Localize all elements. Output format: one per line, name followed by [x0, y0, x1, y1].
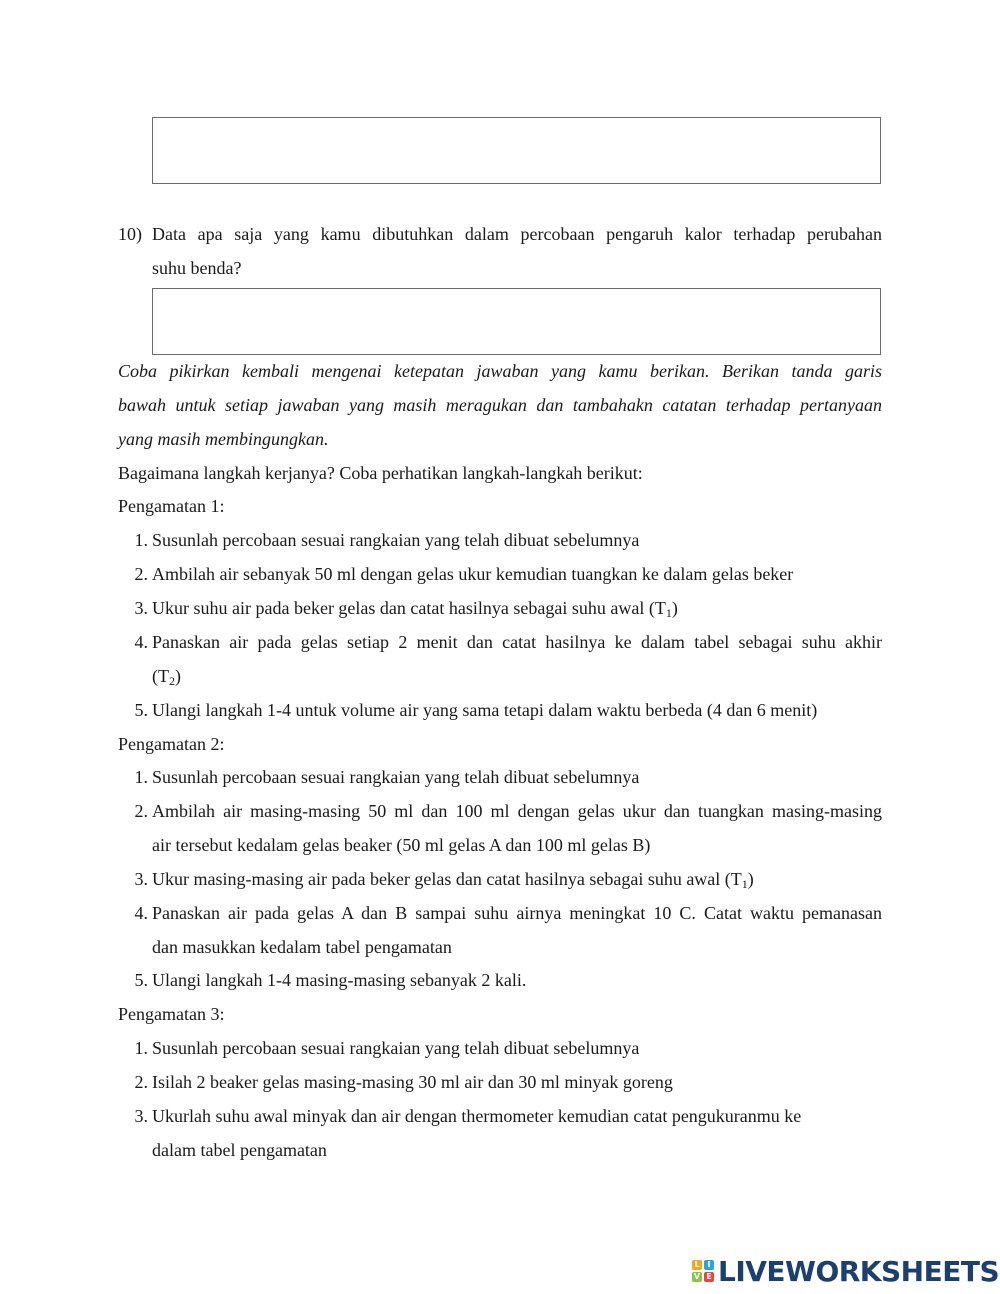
logo-mark-tile: V	[693, 1272, 701, 1281]
obs3-step1: Susunlah percobaan sesuai rangkaian yang telah dibuat sebelumnya	[152, 1038, 640, 1058]
obs2-step5: Ulangi langkah 1-4 masing-masing sebanyak 2 kali.	[152, 970, 527, 990]
step-number: 3.	[134, 598, 148, 618]
step-number: 5.	[134, 970, 148, 990]
intro-text: Bagaimana langkah kerjanya? Coba perhatikan langkah-langkah berikut:	[118, 463, 643, 483]
obs1-step1: Susunlah percobaan sesuai rangkaian yang telah dibuat sebelumnya	[152, 530, 640, 550]
reflection-line1: Coba pikirkan kembali mengenai ketepatan jawaban yang kamu berikan. Berikan tanda garis	[118, 361, 882, 381]
step-number: 2.	[134, 801, 148, 821]
step-number: 2.	[134, 1072, 148, 1092]
obs2-step2-line1: Ambilah air masing-masing 50 ml dan 100 ml dengan gelas ukur dan tuangkan masing-masing	[152, 801, 882, 821]
logo-text: LIVEWORKSHEETS	[718, 1254, 1000, 1288]
obs1-step3: Ukur suhu air pada beker gelas dan catat hasilnya sebagai suhu awal $(T_1)$	[152, 598, 678, 620]
step-number: 4.	[134, 632, 148, 652]
liveworksheets-logo	[692, 1254, 999, 1288]
obs3-step3-line2: dalam tabel pengamatan	[152, 1140, 327, 1160]
obs2-step1: Susunlah percobaan sesuai rangkaian yang telah dibuat sebelumnya	[152, 767, 640, 787]
reflection-line2: bawah untuk setiap jawaban yang masih meragukan dan tambahakn catatan terhadap pertanyaan	[118, 395, 882, 415]
obs2-step3: Ukur masing-masing air pada beker gelas dan catat hasilnya sebagai suhu awal $(T_1)$	[152, 869, 754, 891]
obs3-title: Pengamatan 3:	[118, 1004, 225, 1024]
question-number: 10)	[118, 224, 142, 244]
obs3-step2: Isilah 2 beaker gelas masing-masing 30 ml air dan 30 ml minyak goreng	[152, 1072, 673, 1092]
obs1-step4-line1: Panaskan air pada gelas setiap 2 menit dan catat hasilnya ke dalam tabel sebagai suhu akhir	[152, 632, 882, 652]
obs1-step5: Ulangi langkah 1-4 untuk volume air yang sama tetapi dalam waktu berbeda (4 dan 6 menit)	[152, 700, 818, 720]
question-text-line2: suhu benda?	[152, 258, 242, 278]
step-number: 5.	[134, 700, 148, 720]
answer-box-q10[interactable]	[152, 288, 881, 355]
obs1-step4-line2: $(T_2)$	[152, 666, 181, 688]
answer-box-q9[interactable]	[152, 117, 881, 184]
obs3-step3-line1: Ukurlah suhu awal minyak dan air dengan thermometer kemudian catat pengukuranmu ke	[152, 1106, 802, 1126]
reflection-line3: yang masih membingungkan.	[118, 429, 329, 449]
obs1-step2: Ambilah air sebanyak 50 ml dengan gelas ukur kemudian tuangkan ke dalam gelas beker	[152, 564, 794, 584]
obs2-step4-line1: Panaskan air pada gelas A dan B sampai suhu airnya meningkat 10 C. Catat waktu pemanasan	[152, 903, 882, 923]
step-number: 1.	[134, 530, 148, 550]
logo-mark-tile: L	[692, 1260, 702, 1270]
step-number: 3.	[134, 1106, 148, 1126]
logo-mark-tile: E	[704, 1272, 714, 1282]
obs2-step2-line2: air tersebut kedalam gelas beaker (50 ml gelas A dan 100 ml gelas B)	[152, 835, 651, 855]
obs1-title: Pengamatan 1:	[118, 496, 225, 516]
step-number: 4.	[134, 903, 148, 923]
step-number: 3.	[134, 869, 148, 889]
step-number: 1.	[134, 767, 148, 787]
logo-mark-icon	[692, 1260, 714, 1282]
step-number: 1.	[134, 1038, 148, 1058]
step-number: 2.	[134, 564, 148, 584]
obs2-title: Pengamatan 2:	[118, 734, 225, 754]
obs2-step4-line2: dan masukkan kedalam tabel pengamatan	[152, 937, 452, 957]
question-text-line1: Data apa saja yang kamu dibutuhkan dalam percobaan pengaruh kalor terhadap perubahan	[152, 224, 882, 244]
logo-mark-tile: I	[704, 1260, 714, 1270]
